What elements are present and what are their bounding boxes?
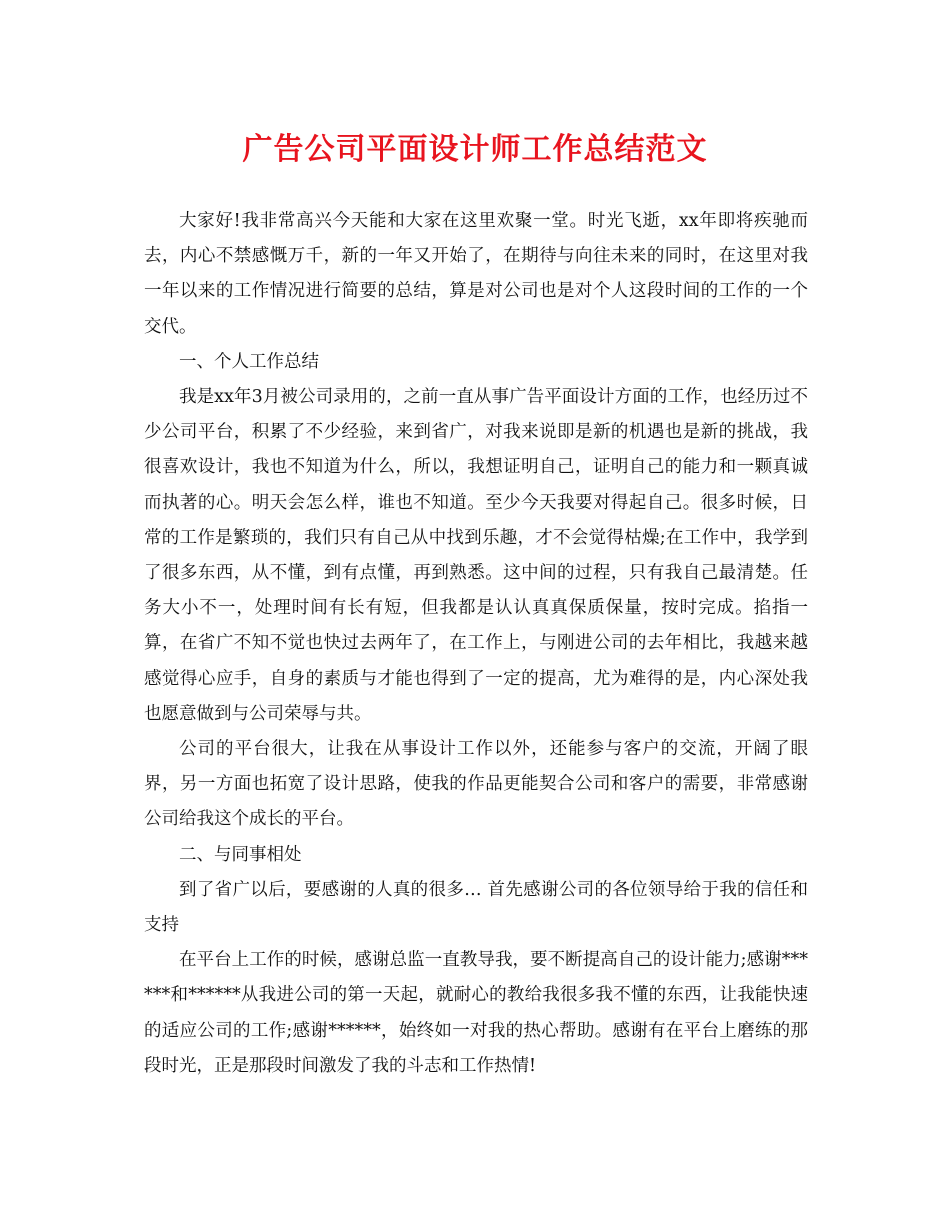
paragraph-thanks-colleagues: 在平台上工作的时候，感谢总监一直教导我，要不断提高自己的设计能力;感谢******和******从我进公司的第一天起，就耐心的教给我很多我不懂的东西，让我能快速的适应公司的工作;感谢******，始终如一对我的热心帮助。感谢有在平台上磨练的那段时光，正是那段时间激发了我的斗志和工作热情! <box>144 950 808 1076</box>
section-heading-personal-summary: 一、个人工作总结 <box>179 351 319 372</box>
document-title: 广告公司平面设计师工作总结范文 <box>242 132 708 167</box>
paragraph-thanks-leaders: 到了省广以后，要感谢的人真的很多… 首先感谢公司的各位领导给于我的信任和支持 <box>144 879 808 936</box>
document-body <box>144 204 808 1084</box>
section-heading-colleagues: 二、与同事相处 <box>179 844 302 865</box>
paragraph-personal-work: 我是xx年3月被公司录用的，之前一直从事广告平面设计方面的工作，也经历过不少公司平台，积累了不少经验，来到省广，对我来说即是新的机遇也是新的挑战，我很喜欢设计，我也不知道为什么，所以，我想证明自己，证明自己的能力和一颗真诚而执著的心。明天会怎么样，谁也不知道。至少今天我要对得起自己。很多时候，日常的工作是繁琐的，我们只有自己从中找到乐趣，才不会觉得枯燥;在工作中，我学到了很多东西，从不懂，到有点懂，再到熟悉。这中间的过程，只有我自己最清楚。任务大小不一，处理时间有长有短，但我都是认认真真保质保量，按时完成。掐指一算，在省广不知不觉也快过去两年了，在工作上，与刚进公司的去年相比，我越来越感觉得心应手，自身的素质与才能也得到了一定的提高，尤为难得的是，内心深处我也愿意做到与公司荣辱与共。 <box>144 387 808 724</box>
paragraph-company-platform: 公司的平台很大，让我在从事设计工作以外，还能参与客户的交流，开阔了眼界，另一方面也拓宽了设计思路，使我的作品更能契合公司和客户的需要，非常感谢公司给我这个成长的平台。 <box>144 739 808 830</box>
paragraph-greeting: 大家好!我非常高兴今天能和大家在这里欢聚一堂。时光飞逝，xx年即将疾驰而去，内心不禁感慨万千，新的一年又开始了，在期待与向往未来的同时，在这里对我一年以来的工作情况进行简要的总结，算是对公司也是对个人这段时间的工作的一个交代。 <box>144 211 808 337</box>
